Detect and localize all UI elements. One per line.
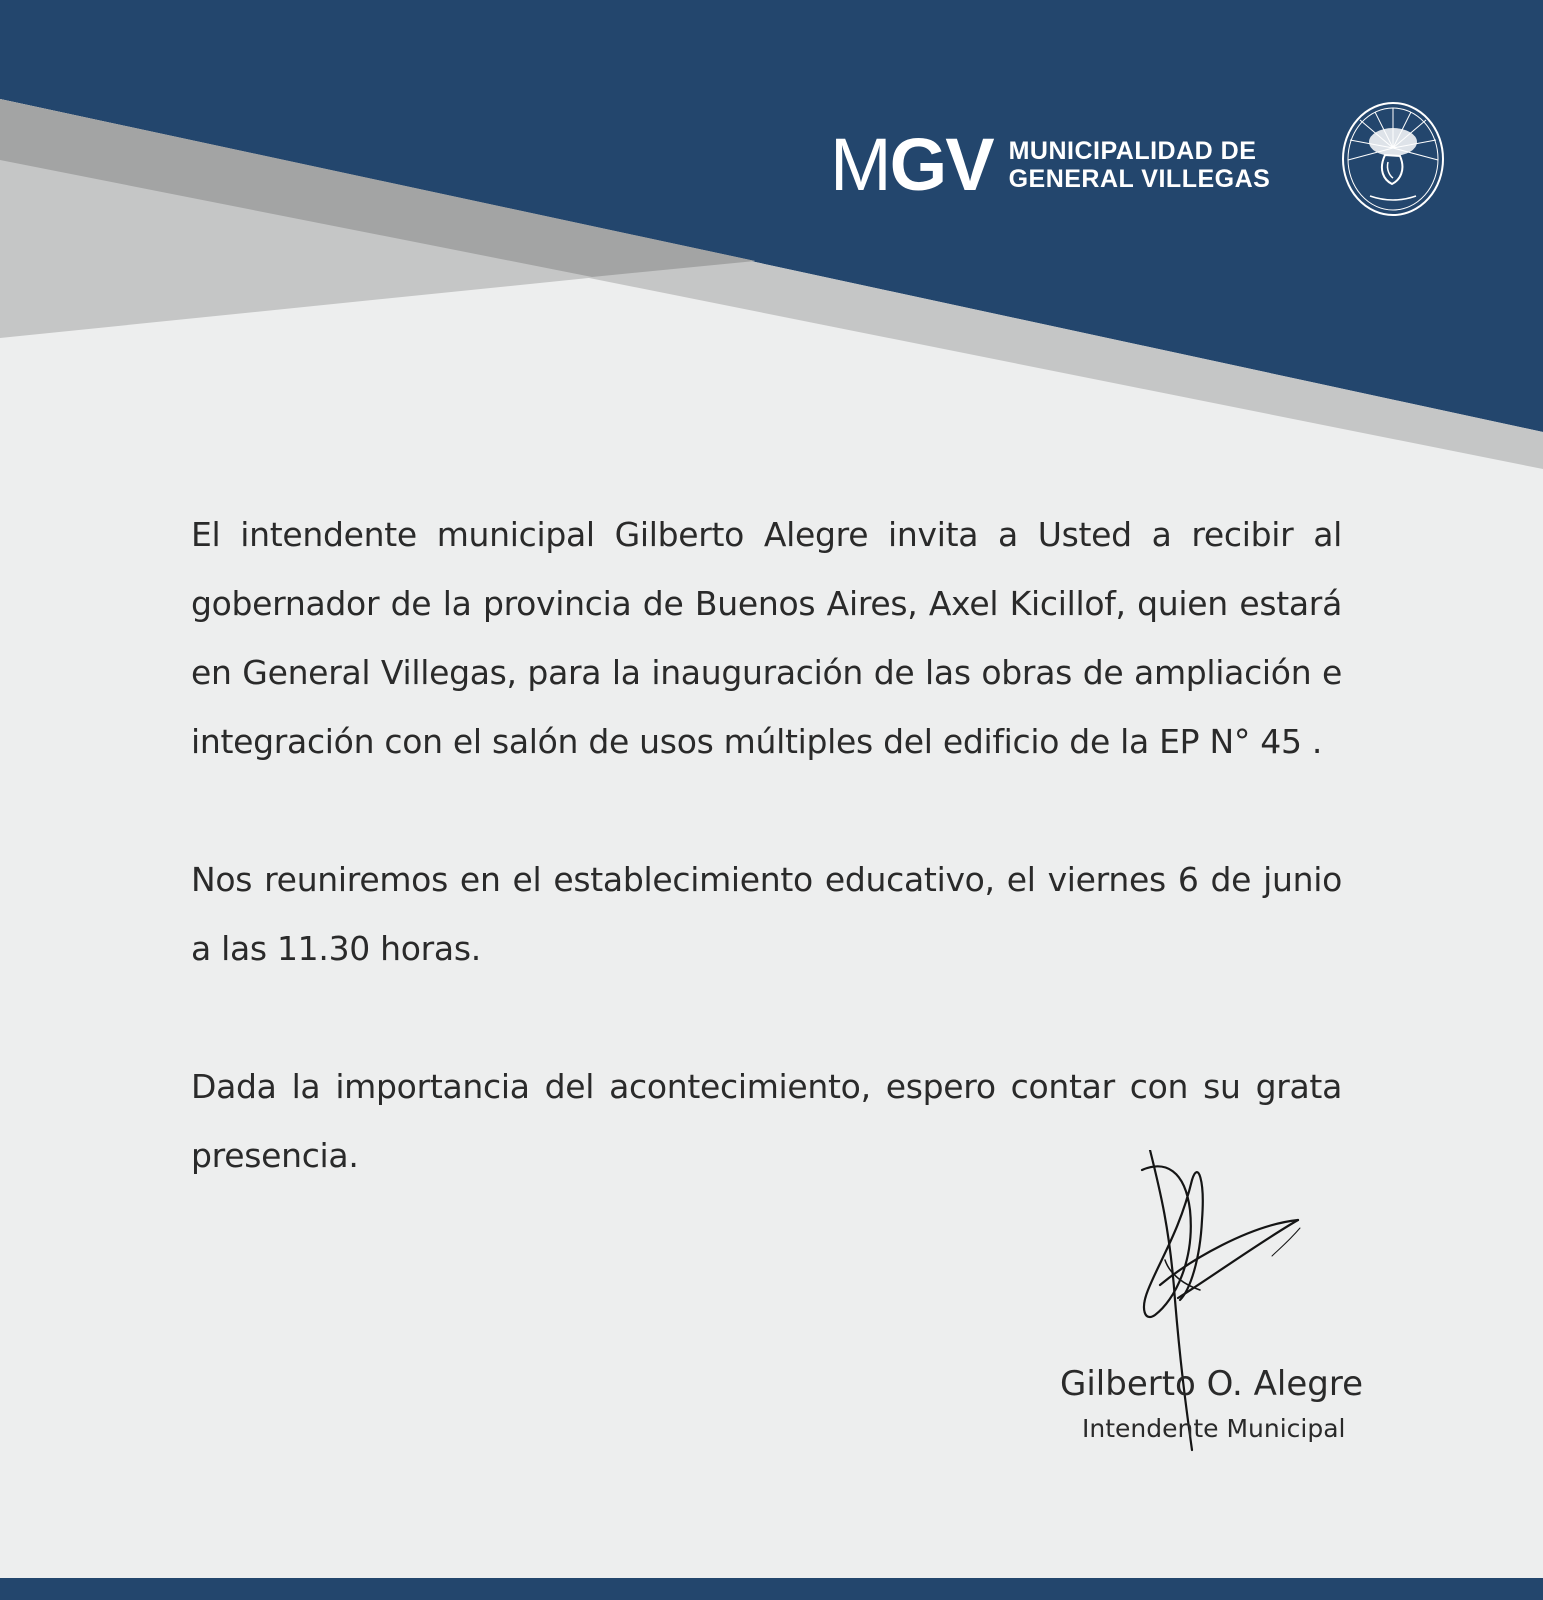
org-name-line1: MUNICIPALIDAD DE [1008,137,1257,165]
logo-mgv [830,123,993,206]
org-name-line2: GENERAL VILLEGAS [1008,165,1271,193]
letter-paragraph-1: El intendente municipal Gilberto Alegre invita a Usted a recibir al gobernador de la provincia de Buenos Aires, Axel Kicillof, quien estará en General Villegas, para la inauguración de las obras de ampliación e integración con el salón de usos múltiples del edificio de la EP N° 45 . [191,515,1342,761]
logo-org-name [1009,137,1271,193]
logo-letter-m: M [830,123,890,206]
footer-bar [0,1578,1543,1600]
header-background [0,0,1543,480]
letter-body [191,500,1342,1190]
letter-paragraph-3: Dada la importancia del acontecimiento, espero contar con su grata presencia. [191,1067,1342,1175]
municipality-logo [830,123,1271,206]
logo-letters-gv: GV [889,123,993,206]
signer-block [1060,1364,1364,1443]
letter-paragraph-2: Nos reuniremos en el establecimiento educativo, el viernes 6 de junio a las 11.30 horas. [191,860,1342,968]
signer-role: Intendente Municipal [1082,1414,1346,1443]
municipal-seal-icon [1340,100,1446,218]
signer-name: Gilberto O. Alegre [1060,1364,1364,1404]
